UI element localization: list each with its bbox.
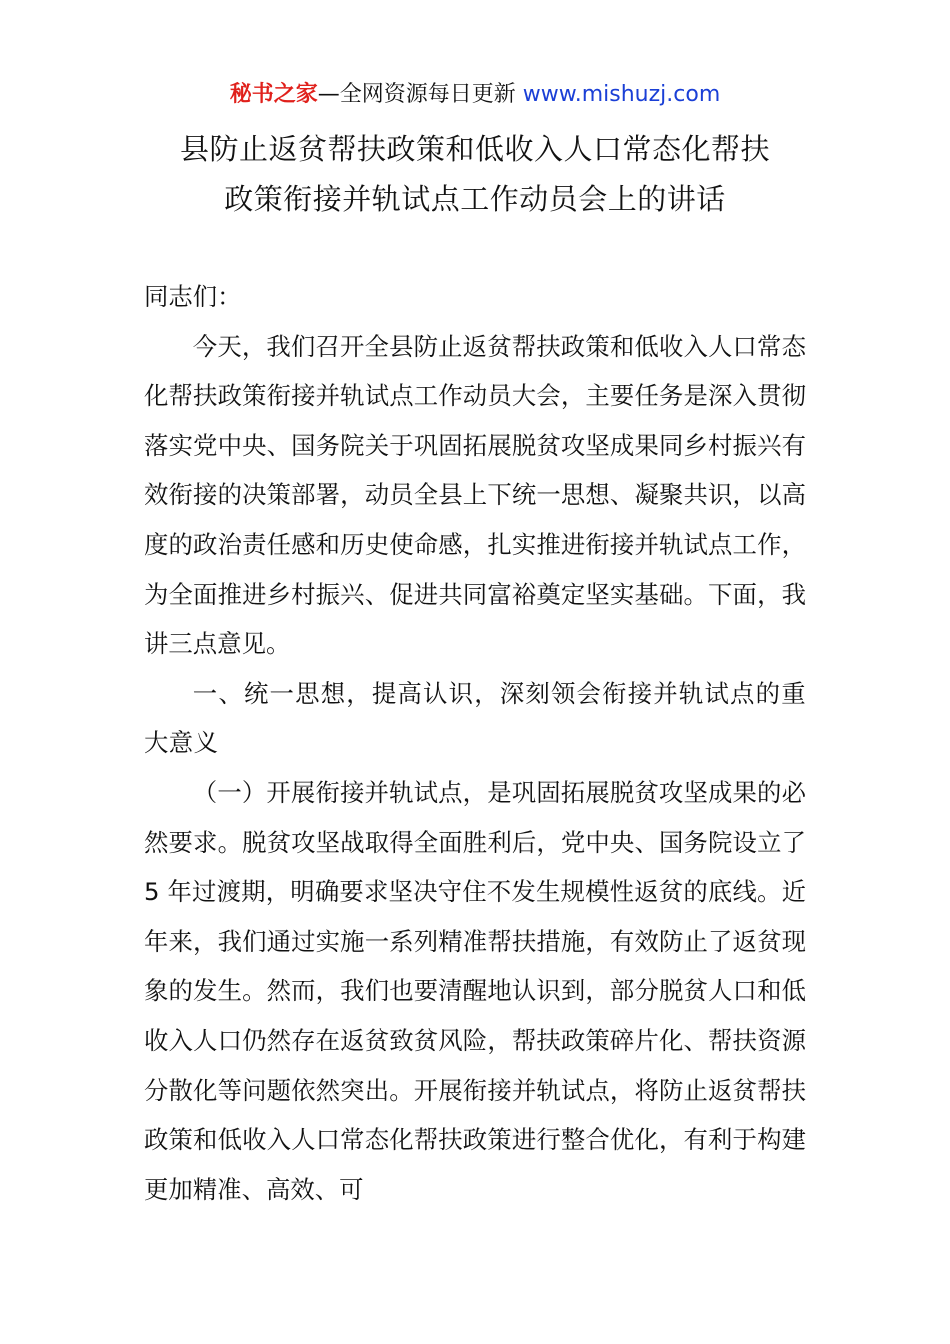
body-paragraph-subsection-one: （一）开展衔接并轨试点，是巩固拓展脱贫攻坚成果的必然要求。脱贫攻坚战取得全面胜利后，党中央、国务院设立了 5 年过渡期，明确要求坚决守住不发生规模性返贫的底线。近年来，我们通过实施一系列精准帮扶措施，有效防止了返贫现象的发生。然而，我们也要清醒地认识到，部分脱贫人口和低收入人口仍然存在返贫致贫风险，帮扶政策碎片化、帮扶资源分散化等问题依然突出。开展衔接并轨试点，将防止返贫帮扶政策和低收入人口常态化帮扶政策进行整合优化，有利于构建更加精准、高效、可 [144, 777, 806, 1204]
document-title-line-2: 政策衔接并轨试点工作动员会上的讲话 [224, 182, 726, 216]
salutation: 同志们： [144, 282, 242, 311]
document-title [60, 124, 890, 224]
site-name: 秘书之家 [229, 82, 318, 107]
section-heading-one: 一、统一思想，提高认识，深刻领会衔接并轨试点的重大意义 [144, 678, 806, 758]
site-url-link[interactable]: www.mishuzj.com [522, 82, 721, 107]
document-title-line-1: 县防止返贫帮扶政策和低收入人口常态化帮扶 [179, 132, 770, 166]
document-body [144, 272, 806, 1214]
site-slogan: —全网资源每日更新 [317, 82, 523, 107]
body-paragraph-opening: 今天，我们召开全县防止返贫帮扶政策和低收入人口常态化帮扶政策衔接并轨试点工作动员大会，主要任务是深入贯彻落实党中央、国务院关于巩固拓展脱贫攻坚成果同乡村振兴有效衔接的决策部署，动员全县上下统一思想、凝聚共识，以高度的政治责任感和历史使命感，扎实推进衔接并轨试点工作，为全面推进乡村振兴、促进共同富裕奠定坚实基础。下面，我讲三点意见。 [144, 331, 806, 659]
site-header [0, 78, 950, 112]
